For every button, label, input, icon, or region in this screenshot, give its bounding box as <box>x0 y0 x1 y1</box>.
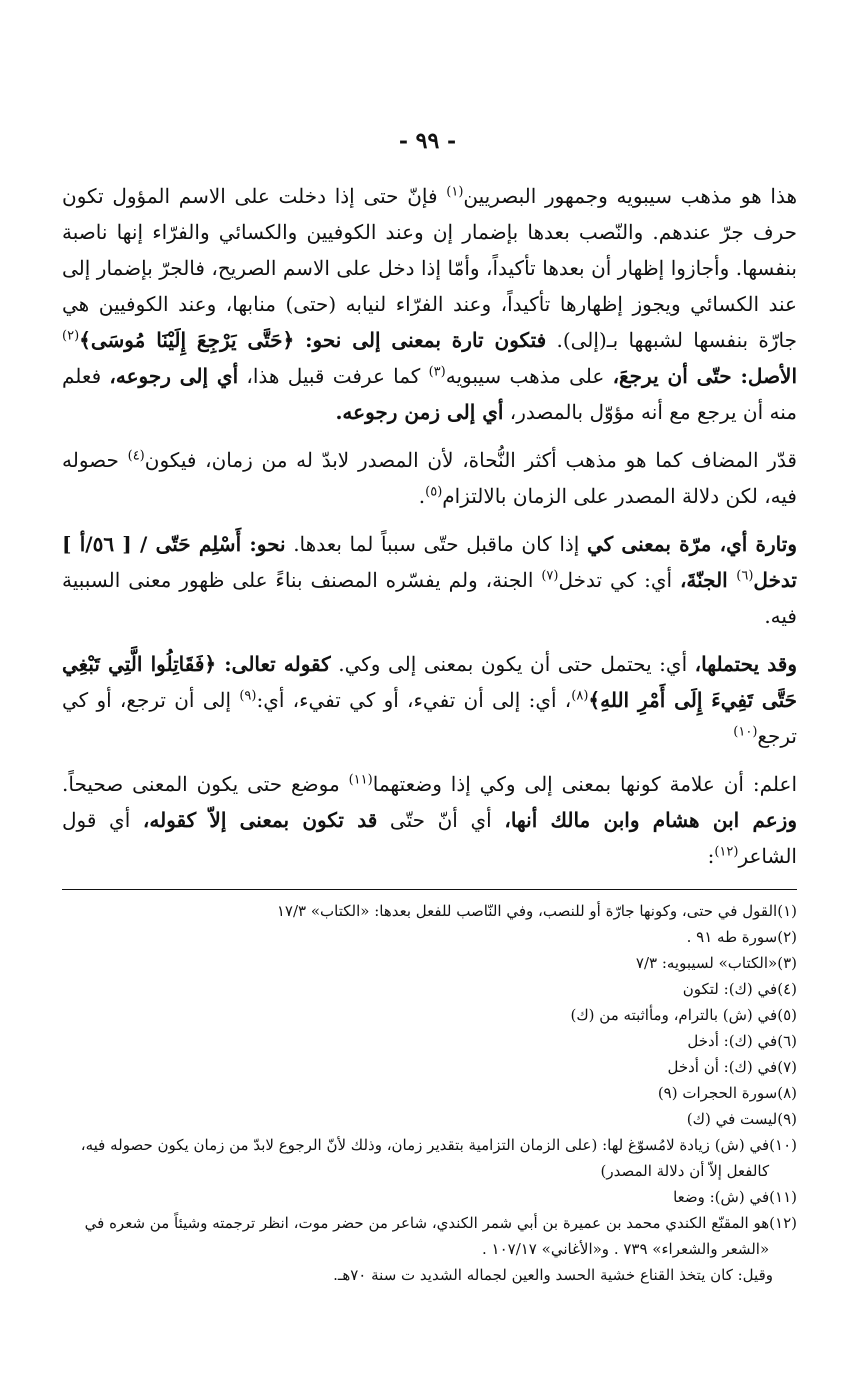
text-run: : <box>707 844 715 868</box>
page-number: - ٩٩ - <box>398 128 457 154</box>
footnote-4 <box>62 976 797 1002</box>
footnote-12 <box>62 1210 797 1262</box>
text-run: الجنة، ولم يفسّره المصنف بناءً على ظهور معنى السببية فيه. <box>62 568 797 628</box>
footnote-ref-6[interactable]: (٦) <box>736 568 754 584</box>
footnote-number: (٢) <box>777 928 797 946</box>
text-run: فإنّ حتى إذا دخلت على الاسم المؤول تكون حرف جرّ عندهم. والنّصب بعدها بإضمار إن وعند الكوفيين والكسائي والفرّاء إنها ناصبة بنفسها. وأجازوا إظهار أن بعدها تأكيداً، وأمّا إذا دخل على الاسم الصريح، فالجرّ بإضمار إلى عند الكسائي ويجوز إظهارها تأكيداً، وعند الفرّاء لنيابه (حتى) منابها، وعند الكوفيين هي جارّة بنفسها لشبهها بـ(إلى). <box>62 184 798 352</box>
bold-text-run: الجنّةَ، <box>679 568 737 592</box>
paragraph-1 <box>62 178 797 430</box>
text-run: هذا هو مذهب سيبويه وجمهور البصريين <box>463 184 797 208</box>
footnote-number: (٣) <box>777 954 797 972</box>
footnote-text: هو المقنّع الكندي محمد بن عميرة بن أبي شمر الكندي، شاعر من حضر موت، انظر ترجمته وشيئاً من شعره في «الشعر والشعراء» ٧٣٩ . و«الأغاني» ١٠٧/١٧ . <box>84 1214 770 1258</box>
bold-text-run: وقد يحتملها، <box>694 652 797 676</box>
text-run: أي: كي تدخل <box>558 568 680 592</box>
footnote-number: (٩) <box>777 1110 797 1128</box>
text-run: حصوله فيه، لكن دلالة المصدر على الزمان بالالتزام <box>62 448 797 508</box>
bold-text-run: أي إلى زمن رجوعه. <box>335 400 504 424</box>
bold-text-run: فتكون تارة بمعنى إلى نحو: <box>294 328 547 352</box>
footnote-6 <box>62 1028 797 1054</box>
footnote-ref-1[interactable]: (١) <box>446 184 464 200</box>
footnote-text: في (ك): أدخل <box>687 1032 778 1050</box>
footnote-ref-11[interactable]: (١١) <box>348 772 373 788</box>
footnote-text: في (ش) بالترام، ومأاثبته من (ك) <box>570 1006 778 1024</box>
text-run: كما عرفت قبيل هذا، <box>238 364 429 388</box>
footnote-number: (٨) <box>777 1084 797 1102</box>
text-run: أي أنّ حتّى <box>377 808 505 832</box>
footnote-ref-9[interactable]: (٩) <box>239 688 257 704</box>
footnote-10 <box>62 1132 797 1184</box>
bold-text-run: الأصل: حتّى أن يرجعَ، <box>612 364 798 388</box>
main-text <box>62 178 797 886</box>
paragraph-5 <box>62 766 797 874</box>
text-run: إلى أن ترجع، أو كي ترجع <box>62 688 797 748</box>
footnote-text: القول في حتى، وكونها جارّة أو للنصب، وفي النّاصب للفعل بعدها: «الكتاب» ١٧/٣ <box>276 902 778 920</box>
bold-text-run: أي إلى رجوعه، <box>109 364 239 388</box>
footnote-text: سورة الحجرات (٩) <box>657 1084 778 1102</box>
bold-text-run: قد تكون بمعنى إلاّ كقوله، <box>142 808 378 832</box>
footnote-number: (١) <box>777 902 797 920</box>
paragraph-2 <box>62 442 797 514</box>
footnote-number: (٦) <box>777 1032 797 1050</box>
footnote-7 <box>62 1054 797 1080</box>
text-run: أي قول الشاعر <box>62 808 797 868</box>
footnote-text: في (ش): وضعا <box>673 1188 770 1206</box>
text-run: فعلم منه أن يرجع مع أنه مؤوّل بالمصدر، <box>62 364 797 424</box>
text-run: اعلم: أن علامة كونها بمعنى إلى وكي إذا وضعتهما <box>372 772 798 796</box>
footnote-number: (٧) <box>777 1058 797 1076</box>
footnote-ref-7[interactable]: (٧) <box>541 568 559 584</box>
footnote-11 <box>62 1184 797 1210</box>
text-run: إذا كان ماقبل حتّى سبباً لما بعدها. <box>285 532 587 556</box>
footnote-3 <box>62 950 797 976</box>
footnote-9 <box>62 1106 797 1132</box>
footnote-ref-5[interactable]: (٥) <box>425 484 443 500</box>
text-run: موضع حتى يكون المعنى صحيحاً. <box>62 772 349 796</box>
text-run: . <box>418 484 426 508</box>
footnote-number: (٤) <box>777 980 797 998</box>
paragraph-4 <box>62 646 797 754</box>
footnote-8 <box>62 1080 797 1106</box>
footnote-text: سورة طه ٩١ . <box>686 928 778 946</box>
footnote-number: (١١) <box>769 1188 797 1206</box>
footnote-2 <box>62 924 797 950</box>
footnote-number: (١٠) <box>769 1136 797 1154</box>
footnote-ref-2[interactable]: (٢) <box>62 328 80 344</box>
footnote-number: (٥) <box>777 1006 797 1024</box>
footnote-text: في (ك): لتكون <box>682 980 778 998</box>
footnote-ref-10[interactable]: (١٠) <box>733 724 758 740</box>
footnote-ref-12[interactable]: (١٢) <box>714 844 739 860</box>
footnote-text: في (ش) زيادة لامُسوّغ لها: (على الزمان التزامية بتقدير زمان، وذلك لأنّ الرجوع لابدّ من زمان يكون حصوله فيه، كالفعل إلاّ أن دلالة المصدر) <box>80 1136 770 1180</box>
bold-text-run: وزعم ابن هشام وابن مالك أنها، <box>504 808 798 832</box>
bold-text-run: كقوله تعالى: <box>216 652 331 676</box>
paragraph-3 <box>62 526 797 634</box>
quran-verse: ﴿حَتَّى يَرْجِعَ إِلَيْنَا مُوسَى﴾ <box>79 328 295 352</box>
footnote-text: في (ك): أن أدخل <box>667 1058 778 1076</box>
footnote-ref-4[interactable]: (٤) <box>127 448 145 464</box>
bold-text-run: نحو: أَسْلِم حَتّى / [ ٥٦/أ ] تدخل <box>62 532 797 592</box>
quran-verse: ﴿فَقَاتِلُوا الَّتِي تَبْغِي حَتَّى تَفِيءَ إِلَى أَمْرِ اللهِ﴾ <box>62 652 797 712</box>
footnote-continuation: وقيل: كان يتخذ القناع خشية الحسد والعين لجماله الشديد ت سنة ٧٠هـ. <box>333 1266 773 1284</box>
text-run: على مذهب سيبويه <box>445 364 613 388</box>
footnote-ref-3[interactable]: (٣) <box>428 364 446 380</box>
footnote-5 <box>62 1002 797 1028</box>
text-run: ، أي: إلى أن تفيء، أو كي تفيء، أي: <box>256 688 572 712</box>
footnote-1 <box>62 898 797 924</box>
footnote-ref-8[interactable]: (٨) <box>571 688 589 704</box>
bold-text-run: وتارة أي، مرّة بمعنى كي <box>587 532 797 556</box>
text-run: أي: يحتمل حتى أن يكون بمعنى إلى وكي. <box>330 652 695 676</box>
footnote-text: ليست في (ك) <box>686 1110 778 1128</box>
text-run: قدّر المضاف كما هو مذهب أكثر النُّحاة، لأن المصدر لابدّ له من زمان، فيكون <box>144 448 797 472</box>
footnote-number: (١٢) <box>769 1214 797 1232</box>
footnote-divider <box>62 889 797 890</box>
footnotes-section <box>62 898 797 1288</box>
footnote-text: «الكتاب» لسيبويه: ٧/٣ <box>635 954 778 972</box>
